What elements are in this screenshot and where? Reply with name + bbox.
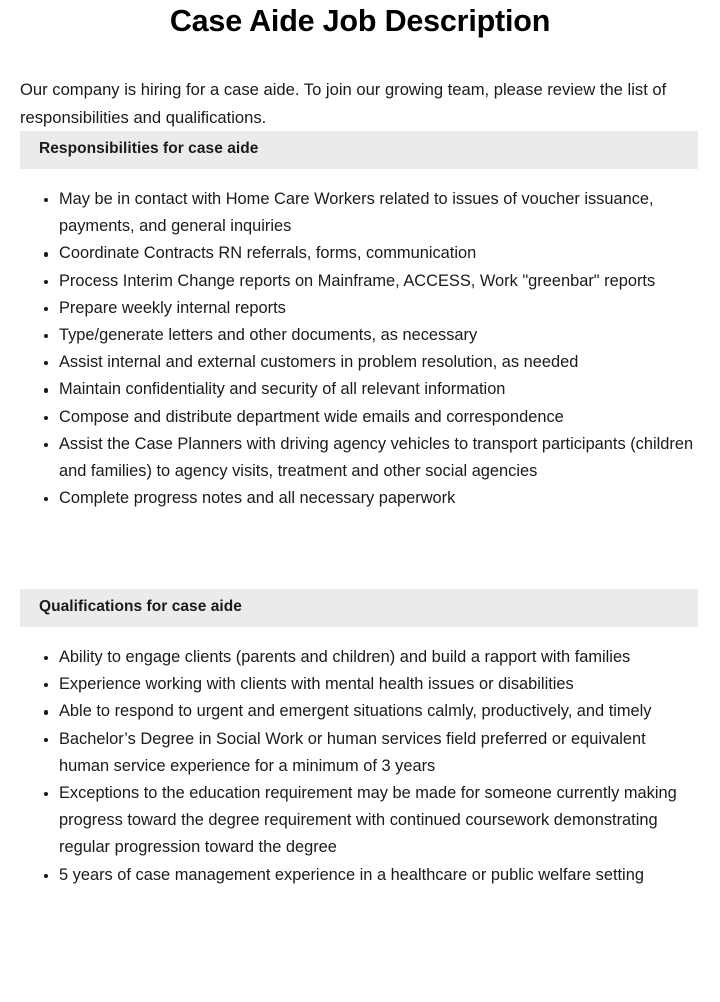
list-item: Compose and distribute department wide emails and correspondence: [20, 404, 698, 431]
list-item: Coordinate Contracts RN referrals, forms, communication: [20, 240, 698, 267]
list-item: Able to respond to urgent and emergent situations calmly, productively, and timely: [20, 698, 698, 725]
page-title: Case Aide Job Description: [169, 4, 551, 38]
list-item: Experience working with clients with mental health issues or disabilities: [20, 671, 698, 698]
list-item: Type/generate letters and other documents, as necessary: [20, 322, 698, 349]
list-item: May be in contact with Home Care Workers related to issues of voucher issuance, payments, and general inquiries: [20, 186, 698, 240]
responsibilities-list: [20, 186, 698, 512]
list-item: Assist the Case Planners with driving agency vehicles to transport participants (children and families) to agency visits, treatment and other social agencies: [20, 431, 698, 485]
list-item: Assist internal and external customers in problem resolution, as needed: [20, 349, 698, 376]
section-header-band: [20, 589, 698, 627]
list-item: Exceptions to the education requirement may be made for someone currently making progress toward the degree requirement with continued coursework demonstrating regular progression toward the degree: [20, 780, 698, 862]
list-item: 5 years of case management experience in a healthcare or public welfare setting: [20, 862, 698, 889]
intro-paragraph: Our company is hiring for a case aide. To join our growing team, please review the list of responsibilities and qualifications.: [20, 79, 667, 127]
section-heading-responsibilities: Responsibilities for case aide: [39, 140, 259, 157]
section-header-band: [20, 131, 698, 169]
list-item: Complete progress notes and all necessary paperwork: [20, 485, 698, 512]
list-item: Process Interim Change reports on Mainframe, ACCESS, Work "greenbar" reports: [20, 268, 698, 295]
list-item: Maintain confidentiality and security of all relevant information: [20, 376, 698, 403]
list-item: Prepare weekly internal reports: [20, 295, 698, 322]
list-item: Bachelor’s Degree in Social Work or human services field preferred or equivalent human service experience for a minimum of 3 years: [20, 726, 698, 780]
list-item: Ability to engage clients (parents and children) and build a rapport with families: [20, 644, 698, 671]
section-heading-qualifications: Qualifications for case aide: [39, 598, 242, 615]
qualifications-list: [20, 644, 698, 889]
